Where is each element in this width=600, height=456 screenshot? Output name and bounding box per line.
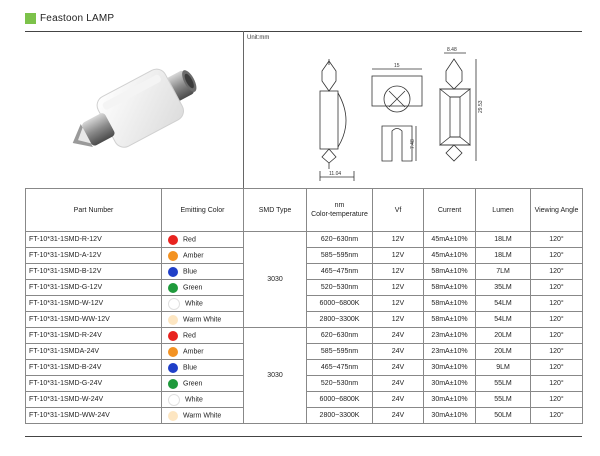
wavelength-cell: 585~595nm — [307, 248, 373, 264]
color-name: White — [185, 300, 203, 307]
color-name: Blue — [183, 268, 198, 275]
header-vf: Vf — [373, 189, 424, 232]
part-number-cell: FT-10*31-1SMD-R-12V — [26, 232, 162, 248]
lumen-cell: 35LM — [476, 280, 531, 296]
vf-cell: 12V — [373, 232, 424, 248]
spec-table-body — [26, 232, 583, 424]
lumen-cell: 54LM — [476, 296, 531, 312]
lumen-cell: 7LM — [476, 264, 531, 280]
vf-cell: 24V — [373, 328, 424, 344]
technical-diagram — [244, 31, 582, 188]
vf-cell: 24V — [373, 408, 424, 424]
viewing-angle-cell: 120° — [531, 408, 583, 424]
current-cell: 45mA±10% — [424, 248, 476, 264]
wavelength-cell: 620~630nm — [307, 328, 373, 344]
current-cell: 45mA±10% — [424, 232, 476, 248]
color-name: Green — [183, 380, 203, 387]
table-row — [26, 232, 583, 248]
emitting-color-cell — [162, 312, 244, 328]
color-dot-icon — [168, 394, 180, 406]
header-nm-line2: Color-temperature — [311, 211, 368, 218]
current-cell: 30mA±10% — [424, 376, 476, 392]
vf-cell: 12V — [373, 264, 424, 280]
header-current: Current — [424, 189, 476, 232]
emitting-color-cell — [162, 344, 244, 360]
lumen-cell: 20LM — [476, 328, 531, 344]
viewing-angle-cell: 120° — [531, 312, 583, 328]
color-dot-icon — [168, 379, 178, 389]
part-number-cell: FT-10*31-1SMD-W-24V — [26, 392, 162, 408]
viewing-angle-cell: 120° — [531, 296, 583, 312]
vf-cell: 24V — [373, 344, 424, 360]
current-cell: 30mA±10% — [424, 392, 476, 408]
current-cell: 30mA±10% — [424, 360, 476, 376]
current-cell: 30mA±10% — [424, 408, 476, 424]
wavelength-cell: 465~475nm — [307, 264, 373, 280]
header-emitting-color: Emitting Color — [162, 189, 244, 232]
color-dot-icon — [168, 235, 178, 245]
color-dot-icon — [168, 298, 180, 310]
page-title: Feastoon LAMP — [40, 12, 115, 24]
color-name: Warm White — [183, 412, 222, 419]
emitting-color-cell — [162, 264, 244, 280]
dim-2953: 29.53 — [478, 100, 484, 113]
emitting-color-cell — [162, 376, 244, 392]
color-name: Amber — [183, 348, 204, 355]
spec-table — [25, 188, 583, 424]
color-dot-icon — [168, 411, 178, 421]
wavelength-cell: 585~595nm — [307, 344, 373, 360]
festoon-lamp-illustration — [25, 31, 243, 188]
page-header — [25, 10, 114, 26]
vf-cell: 24V — [373, 360, 424, 376]
color-name: Blue — [183, 364, 198, 371]
header-nm-line1: nm — [334, 202, 345, 209]
lumen-cell: 18LM — [476, 248, 531, 264]
wavelength-cell: 2800~3300K — [307, 408, 373, 424]
current-cell: 58mA±10% — [424, 264, 476, 280]
dimension-drawing — [244, 31, 582, 188]
part-number-cell: FT-10*31-1SMD-B-12V — [26, 264, 162, 280]
color-dot-icon — [168, 315, 178, 325]
vf-cell: 24V — [373, 376, 424, 392]
smd-type-cell: 3030 — [244, 232, 307, 328]
table-row — [26, 328, 583, 344]
green-square-icon — [25, 13, 36, 24]
color-dot-icon — [168, 251, 178, 261]
lumen-cell: 55LM — [476, 392, 531, 408]
part-number-cell: FT-10*31-1SMD-W-12V — [26, 296, 162, 312]
color-dot-icon — [168, 283, 178, 293]
viewing-angle-cell: 120° — [531, 344, 583, 360]
viewing-angle-cell: 120° — [531, 280, 583, 296]
dim-748: 7.48 — [410, 139, 416, 149]
wavelength-cell: 2800~3300K — [307, 312, 373, 328]
current-cell: 58mA±10% — [424, 296, 476, 312]
emitting-color-cell — [162, 328, 244, 344]
smd-type-cell: 3030 — [244, 328, 307, 424]
current-cell: 23mA±10% — [424, 328, 476, 344]
part-number-cell: FT-10*31-1SMD-R-24V — [26, 328, 162, 344]
vf-cell: 24V — [373, 392, 424, 408]
color-dot-icon — [168, 363, 178, 373]
spec-sheet — [25, 31, 582, 437]
header-lumen: Lumen — [476, 189, 531, 232]
emitting-color-cell — [162, 296, 244, 312]
vf-cell: 12V — [373, 312, 424, 328]
vf-cell: 12V — [373, 296, 424, 312]
unit-label: Unit:mm — [247, 35, 270, 41]
color-name: Amber — [183, 252, 204, 259]
viewing-angle-cell: 120° — [531, 376, 583, 392]
lumen-cell: 55LM — [476, 376, 531, 392]
wavelength-cell: 6000~6800K — [307, 296, 373, 312]
viewing-angle-cell: 120° — [531, 248, 583, 264]
viewing-angle-cell: 120° — [531, 328, 583, 344]
color-dot-icon — [168, 267, 178, 277]
part-number-cell: FT-10*31-1SMD-WW-12V — [26, 312, 162, 328]
lumen-cell: 9LM — [476, 360, 531, 376]
color-dot-icon — [168, 331, 178, 341]
current-cell: 58mA±10% — [424, 280, 476, 296]
viewing-angle-cell: 120° — [531, 392, 583, 408]
viewing-angle-cell: 120° — [531, 264, 583, 280]
lumen-cell: 20LM — [476, 344, 531, 360]
color-dot-icon — [168, 347, 178, 357]
part-number-cell: FT-10*31-1SMDA-24V — [26, 344, 162, 360]
color-name: Warm White — [183, 316, 222, 323]
emitting-color-cell — [162, 408, 244, 424]
header-part-number: Part Number — [26, 189, 162, 232]
part-number-cell: FT-10*31-1SMD-WW-24V — [26, 408, 162, 424]
color-name: Green — [183, 284, 203, 291]
part-number-cell: FT-10*31-1SMD-G-12V — [26, 280, 162, 296]
lumen-cell: 54LM — [476, 312, 531, 328]
emitting-color-cell — [162, 248, 244, 264]
emitting-color-cell — [162, 280, 244, 296]
emitting-color-cell — [162, 360, 244, 376]
color-name: Red — [183, 332, 196, 339]
lumen-cell: 18LM — [476, 232, 531, 248]
viewing-angle-cell: 120° — [531, 360, 583, 376]
part-number-cell: FT-10*31-1SMD-A-12V — [26, 248, 162, 264]
color-name: Red — [183, 236, 196, 243]
vf-cell: 12V — [373, 248, 424, 264]
part-number-cell: FT-10*31-1SMD-G-24V — [26, 376, 162, 392]
viewing-angle-cell: 120° — [531, 232, 583, 248]
emitting-color-cell — [162, 392, 244, 408]
lumen-cell: 50LM — [476, 408, 531, 424]
header-viewing-angle: Viewing Angle — [531, 189, 583, 232]
table-header-row — [26, 189, 583, 232]
wavelength-cell: 620~630nm — [307, 232, 373, 248]
header-nm — [307, 189, 373, 232]
wavelength-cell: 520~530nm — [307, 280, 373, 296]
part-number-cell: FT-10*31-1SMD-B-24V — [26, 360, 162, 376]
header-smd-type: SMD Type — [244, 189, 307, 232]
vf-cell: 12V — [373, 280, 424, 296]
dim-1104: 11.04 — [329, 171, 342, 177]
current-cell: 58mA±10% — [424, 312, 476, 328]
dim-848: 8.48 — [447, 47, 457, 53]
product-photo — [25, 31, 244, 188]
wavelength-cell: 520~530nm — [307, 376, 373, 392]
color-name: White — [185, 396, 203, 403]
wavelength-cell: 465~475nm — [307, 360, 373, 376]
emitting-color-cell — [162, 232, 244, 248]
current-cell: 23mA±10% — [424, 344, 476, 360]
wavelength-cell: 6000~6800K — [307, 392, 373, 408]
dim-15: 15 — [394, 63, 400, 69]
